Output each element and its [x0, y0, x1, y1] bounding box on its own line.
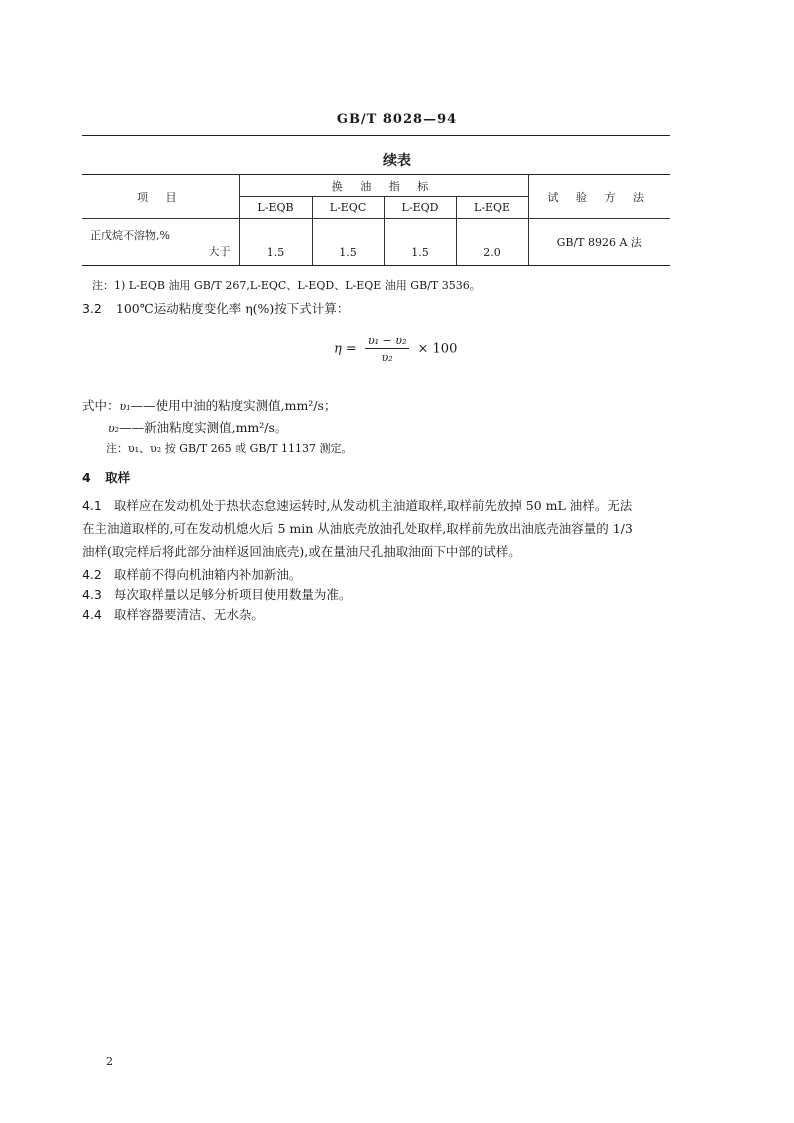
grade-header: L-EQE — [456, 197, 528, 219]
viscosity-change-formula — [334, 334, 457, 364]
section-number: 4 — [82, 470, 91, 485]
section-text: 100℃运动粘度变化率 η(%)按下式计算： — [115, 301, 350, 316]
value-cell: 2.0 — [456, 219, 528, 266]
grade-header: L-EQC — [312, 197, 384, 219]
measurement-note: 注：υ₁、υ₂ 按 GB/T 265 或 GB/T 11137 测定。 — [106, 442, 353, 455]
standard-number-header: GB/T 8028—94 — [336, 112, 458, 127]
section-3-2 — [82, 299, 349, 317]
clause-4-1-line-1 — [82, 496, 632, 514]
where-line-v2 — [108, 418, 287, 436]
value-cell: 1.5 — [384, 219, 456, 266]
symbol-v1-description: ——使用中油的粘度实测值,mm²/s； — [130, 398, 337, 413]
clause-4-1-line-3: 油样(取完样后将此部分油样返回油底壳),或在量油尺孔抽取油面下中部的试样。 — [82, 544, 521, 559]
clause-4-3 — [82, 585, 351, 603]
formula-rhs: × 100 — [417, 341, 458, 357]
formula-fraction — [365, 334, 409, 364]
clause-text: 每次取样量以足够分析项目使用数量为准。 — [113, 587, 352, 602]
section-title: 取样 — [105, 470, 131, 485]
header-rule — [82, 135, 670, 136]
clause-4-1-line-2: 在主油道取样的,可在发动机熄火后 5 min 从油底壳放油孔处取样,取样前先放出油底壳油容量的 1/3 — [82, 521, 633, 536]
row-item-qualifier: 大于 — [208, 245, 231, 258]
formula-lhs: η = — [334, 341, 357, 357]
row-item-cell — [82, 219, 239, 266]
grade-header: L-EQB — [239, 197, 312, 219]
table-row — [82, 219, 670, 266]
clause-4-2 — [82, 565, 301, 583]
value-cell: 1.5 — [312, 219, 384, 266]
section-4-heading — [82, 468, 130, 486]
clause-4-4 — [82, 605, 264, 623]
table-caption: 续表 — [383, 153, 411, 169]
grade-header: L-EQD — [384, 197, 456, 219]
section-number: 3.2 — [82, 301, 102, 316]
symbol-v1: υ₁ — [119, 400, 131, 413]
formula-numerator: υ₁ − υ₂ — [365, 334, 409, 349]
symbol-v2: υ₂ — [108, 422, 120, 435]
clause-number: 4.3 — [82, 587, 102, 602]
clause-number: 4.2 — [82, 567, 102, 582]
column-group-header-change-index: 换 油 指 标 — [239, 175, 528, 197]
where-intro: 式中： — [82, 398, 120, 413]
page-number: 2 — [106, 1055, 113, 1068]
oil-change-index-table — [82, 174, 670, 266]
clause-number: 4.4 — [82, 607, 102, 622]
where-line-v1 — [82, 396, 336, 414]
clause-number: 4.1 — [82, 498, 102, 513]
formula-denominator: υ₂ — [381, 351, 393, 364]
clause-text: 取样前不得向机油箱内补加新油。 — [113, 567, 302, 582]
clause-text: 取样容器要清洁、无水杂。 — [113, 607, 264, 622]
row-item-name: 正戊烷不溶物,% — [90, 229, 170, 242]
row-test-method: GB/T 8926 A 法 — [528, 219, 670, 266]
value-cell: 1.5 — [239, 219, 312, 266]
table-footnote: 注：1) L-EQB 油用 GB/T 267,L-EQC、L-EQD、L-EQE 油用 GB/T 3536。 — [92, 279, 481, 292]
clause-text: 取样应在发动机处于热状态怠速运转时,从发动机主油道取样,取样前先放掉 50 mL 油样。无法 — [113, 498, 633, 513]
column-header-test-method: 试 验 方 法 — [528, 175, 670, 219]
symbol-v2-description: ——新油粘度实测值,mm²/s。 — [119, 420, 288, 435]
column-header-item: 项 目 — [82, 175, 239, 219]
